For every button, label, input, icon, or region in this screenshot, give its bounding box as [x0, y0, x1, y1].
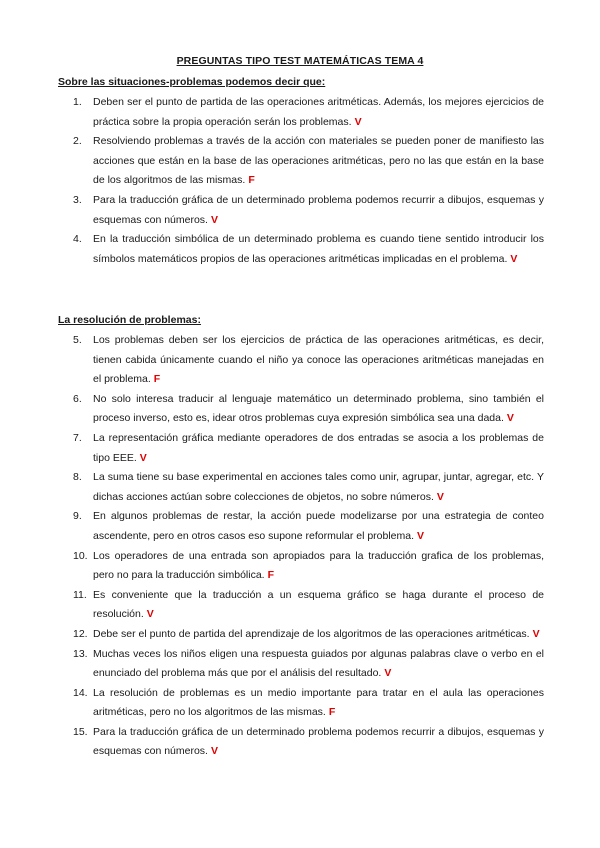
question-number: 15.	[73, 725, 88, 738]
question-item	[58, 429, 544, 468]
question-number: 4.	[73, 233, 82, 246]
answer-mark: V	[384, 667, 392, 680]
question-text: No solo interesa traducir al lenguaje matemático un determinado problema, sino también el proceso inverso, esto es, idear otros problemas cuya expresión simbólica sea una dada.	[93, 392, 544, 425]
question-item	[58, 93, 544, 132]
question-item	[58, 507, 544, 546]
question-item	[58, 468, 544, 507]
answer-mark: V	[510, 252, 518, 265]
question-text: Resolviendo problemas a través de la acción con materiales se pueden poner de manifiesto las acciones que están en la base de las operaciones aritméticas, pero no las que están en la base de los algoritmos de las mismas.	[93, 135, 544, 187]
question-item	[58, 390, 544, 429]
question-item	[58, 645, 544, 684]
answer-mark: F	[328, 706, 336, 719]
question-number: 13.	[73, 647, 88, 660]
question-text: La suma tiene su base experimental en acciones tales como unir, agrupar, juntar, agregar, etc. Y dichas acciones actúan sobre colecciones de objetos, no sobre números.	[93, 471, 544, 503]
answer-mark: F	[267, 569, 275, 582]
question-number: 2.	[73, 135, 82, 148]
answer-mark: V	[417, 529, 425, 542]
question-item	[58, 586, 544, 625]
question-item	[58, 230, 544, 269]
question-number: 8.	[73, 471, 82, 484]
answer-mark: V	[139, 451, 147, 464]
question-text: Debe ser el punto de partida del aprendizaje de los algoritmos de las operaciones aritméticas.	[93, 627, 530, 640]
question-text: Los problemas deben ser los ejercicios de práctica de las operaciones aritméticas, es decir, tienen cabida únicamente cuando el niño ya conoce las operaciones aritméticas manejadas en el problema.	[93, 334, 544, 386]
answer-mark: V	[532, 627, 540, 640]
page-title: PREGUNTAS TIPO TEST MATEMÁTICAS TEMA 4	[176, 55, 424, 67]
question-item	[58, 723, 544, 762]
answer-mark: F	[248, 174, 255, 187]
question-text: Para la traducción gráfica de un determinado problema podemos recurrir a dibujos, esquemas y esquemas con números.	[93, 725, 544, 758]
question-number: 6.	[73, 392, 82, 405]
question-text: Muchas veces los niños eligen una respuesta guiados por algunas palabras clave o verbo en el enunciado del problema más que por el análisis del resultado.	[93, 647, 544, 680]
question-number: 3.	[73, 193, 82, 206]
answer-mark: V	[146, 608, 154, 621]
question-number: 14.	[73, 686, 88, 699]
answer-mark: V	[210, 213, 218, 226]
question-item	[58, 132, 544, 191]
answer-mark: V	[210, 745, 218, 758]
question-number: 10.	[73, 549, 88, 562]
question-text: Para la traducción gráfica de un determinado problema podemos recurrir a dibujos, esquemas y esquemas con números.	[93, 193, 544, 226]
question-text: La representación gráfica mediante operadores de dos entradas se asocia a los problemas de tipo EEE.	[93, 431, 544, 464]
answer-mark: V	[354, 115, 362, 128]
question-text: Los operadores de una entrada son apropiados para la traducción grafica de los problemas, pero no para la traducción simbólica.	[93, 549, 544, 582]
question-list-situaciones	[58, 93, 544, 269]
question-number: 7.	[73, 431, 82, 444]
question-text: La resolución de problemas es un medio importante para tratar en el aula las operaciones aritméticas, pero no los algoritmos de las mismas.	[93, 686, 544, 719]
answer-mark: V	[506, 412, 514, 425]
section-heading-situaciones: Sobre las situaciones-problemas podemos decir que:	[58, 76, 326, 88]
question-item	[58, 547, 544, 586]
question-number: 11.	[73, 588, 87, 601]
answer-mark: F	[153, 373, 161, 386]
question-item	[58, 331, 544, 390]
question-number: 9.	[73, 510, 82, 523]
question-item	[58, 684, 544, 723]
question-text: Es conveniente que la traducción a un esquema gráfico se haga durante el proceso de resolución.	[93, 588, 544, 621]
answer-mark: V	[436, 490, 444, 503]
question-text: Deben ser el punto de partida de las operaciones aritméticas. Además, los mejores ejercicios de práctica sobre la propia operación serán los problemas.	[93, 96, 544, 128]
question-item	[58, 191, 544, 230]
question-item	[58, 625, 544, 645]
section-heading-resolucion: La resolución de problemas:	[58, 314, 201, 326]
question-text: En algunos problemas de restar, la acción puede modelizarse por una estrategia de conteo ascendente, pero en otros casos eso supone reformular el problema.	[93, 510, 544, 542]
question-number: 12.	[73, 627, 88, 640]
question-number: 1.	[73, 96, 82, 108]
question-list-resolucion	[58, 331, 544, 762]
question-number: 5.	[73, 334, 82, 346]
question-text: En la traducción simbólica de un determinado problema es cuando tiene sentido introducir los símbolos matemáticos propios de las operaciones aritméticas implicadas en el problema.	[93, 233, 544, 265]
